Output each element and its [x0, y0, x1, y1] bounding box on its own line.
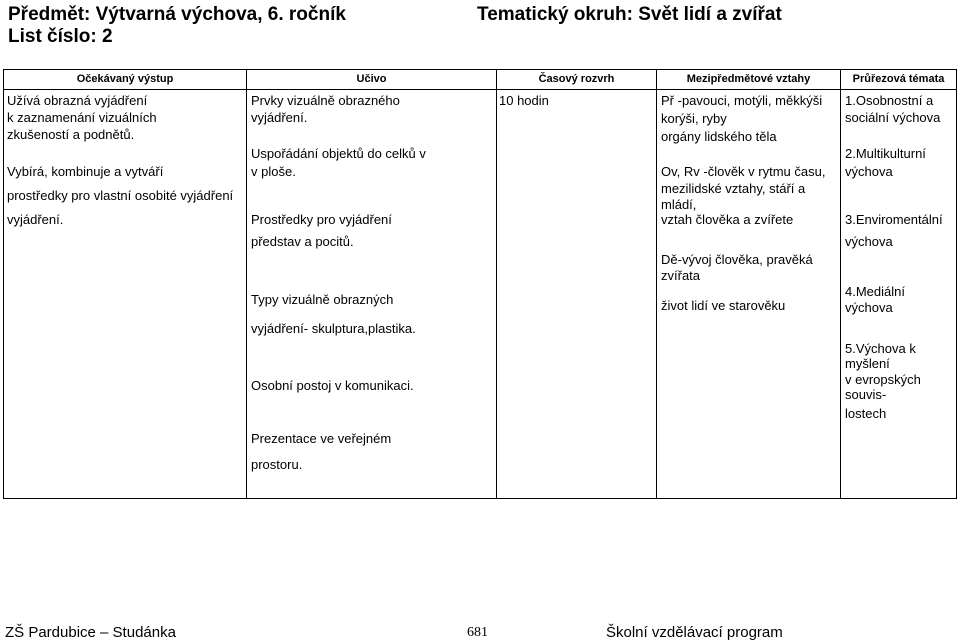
theme-line: sociální výchova	[845, 110, 941, 125]
relation-line: život lidí ve starověku	[661, 298, 786, 313]
relation-line: mezilidské vztahy, stáří a	[661, 181, 806, 196]
theme-line: výchova	[845, 164, 893, 179]
theme-line: 2.Multikulturní	[845, 146, 926, 161]
sheet-number: List číslo: 2	[8, 26, 113, 47]
column-header-relations: Mezipředmětové vztahy	[686, 73, 811, 85]
footer-school: ZŠ Pardubice – Studánka	[5, 624, 176, 641]
column-divider	[496, 69, 497, 499]
column-divider	[656, 69, 657, 499]
time-allocation: 10 hodin	[499, 93, 549, 108]
theme-line: 5.Výchova k	[845, 341, 916, 356]
curriculum-line: vyjádření.	[251, 110, 308, 125]
theme-line: 3.Enviromentální	[845, 212, 943, 227]
table-left-border	[3, 69, 4, 499]
theme-line: výchova	[845, 300, 893, 315]
curriculum-line: Typy vizuálně obrazných	[251, 292, 394, 307]
outcome-line: Užívá obrazná vyjádření	[7, 93, 148, 108]
column-header-outcome: Očekávaný výstup	[76, 73, 174, 85]
relation-line: Dě-vývoj člověka, pravěká	[661, 252, 813, 267]
column-divider	[840, 69, 841, 499]
relation-line: orgány lidského těla	[661, 129, 777, 144]
theme-line: souvis-	[845, 387, 887, 402]
relation-line: Ov, Rv -člověk v rytmu času,	[661, 164, 826, 179]
thematic-area-title: Tematický okruh: Svět lidí a zvířat	[477, 4, 782, 25]
relation-line: Př -pavouci, motýli, měkkýši	[661, 93, 823, 108]
relation-line: mládí,	[661, 197, 697, 212]
theme-line: 4.Mediální	[845, 284, 905, 299]
subject-title: Předmět: Výtvarná výchova, 6. ročník	[8, 4, 346, 25]
outcome-line: vyjádření.	[7, 212, 64, 227]
column-divider	[246, 69, 247, 499]
header-row-border	[3, 89, 957, 90]
table-right-border	[956, 69, 957, 499]
theme-line: 1.Osobnostní a	[845, 93, 934, 108]
outcome-line: k zaznamenání vizuálních	[7, 110, 157, 125]
outcome-line: Vybírá, kombinuje a vytváří	[7, 164, 164, 179]
relation-line: vztah člověka a zvířete	[661, 212, 794, 227]
curriculum-line: Prostředky pro vyjádření	[251, 212, 392, 227]
curriculum-line: prostoru.	[251, 457, 303, 472]
curriculum-line: vyjádření- skulptura,plastika.	[251, 321, 416, 336]
column-header-time: Časový rozvrh	[538, 73, 615, 85]
column-header-curriculum: Učivo	[356, 73, 387, 85]
outcome-line: prostředky pro vlastní osobité vyjádření	[7, 188, 234, 203]
theme-line: výchova	[845, 234, 893, 249]
curriculum-line: Osobní postoj v komunikaci.	[251, 378, 414, 393]
curriculum-line: Uspořádání objektů do celků v	[251, 146, 426, 161]
column-header-themes: Průřezová témata	[852, 73, 945, 85]
page-number: 681	[467, 625, 488, 640]
curriculum-line: představ a pocitů.	[251, 234, 354, 249]
table-bottom-border	[3, 498, 957, 499]
curriculum-line: v ploše.	[251, 164, 296, 179]
table-top-border	[3, 69, 957, 70]
relation-line: zvířata	[661, 268, 701, 283]
relation-line: korýši, ryby	[661, 111, 727, 126]
theme-line: lostech	[845, 406, 887, 421]
footer-program: Školní vzdělávací program	[606, 624, 783, 641]
curriculum-line: Prezentace ve veřejném	[251, 431, 392, 446]
outcome-line: zkušeností a podnětů.	[7, 127, 135, 142]
theme-line: v evropských	[845, 372, 921, 387]
curriculum-line: Prvky vizuálně obrazného	[251, 93, 400, 108]
theme-line: myšlení	[845, 356, 890, 371]
